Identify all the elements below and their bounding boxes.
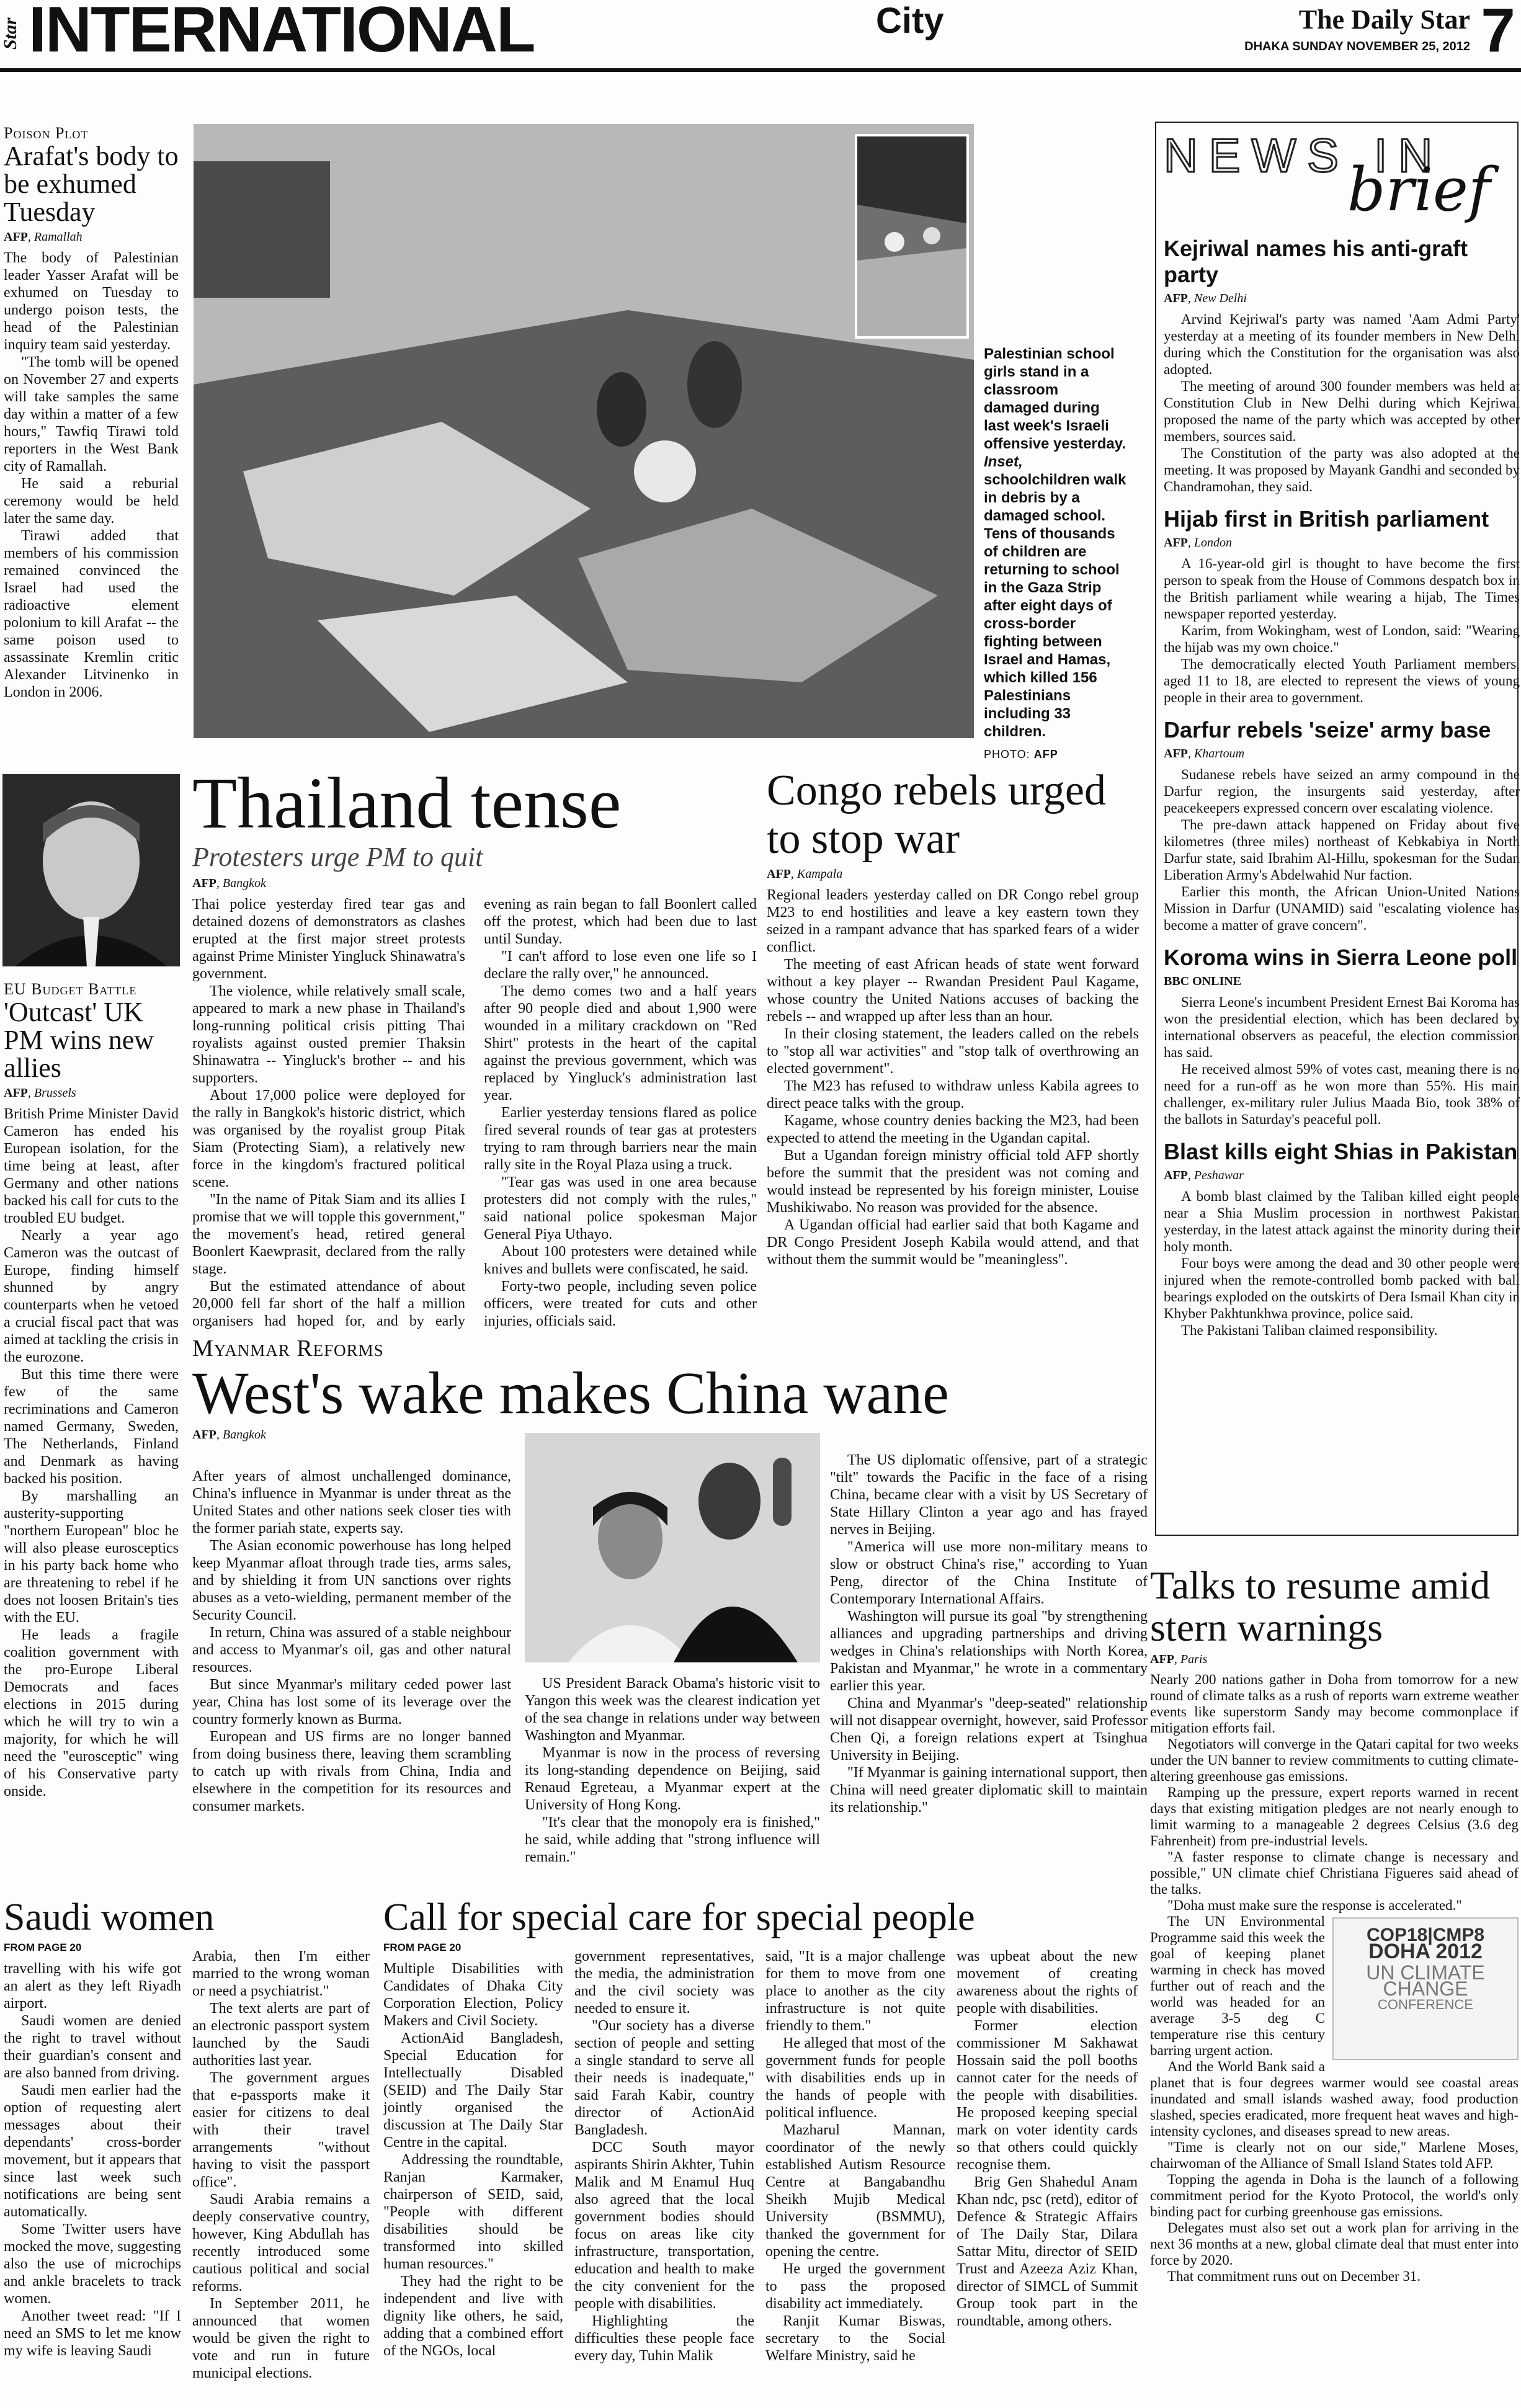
paragraph: And the World Bank said a planet that is four degrees warmer would see coastal areas inundated and small islands washed away, food production slashed, species eradicated, more frequent heat waves and high-intensity cyclones, and diseases spread to new areas.: [1150, 2059, 1519, 2139]
thailand-article: [192, 762, 757, 1352]
myanmar-column-3: [830, 1451, 1148, 1816]
article-dateline: AFP, Brussels: [4, 1086, 76, 1100]
paragraph: DCC South mayor aspirants Shirin Akhter, Tuhin Malik and M Enamul Huq also agreed that the local government bodies should focus on areas like city infrastructure, transportation, education and health to make the city convenient for the people with disabilities.: [574, 2139, 754, 2312]
paragraph: Sierra Leone's incumbent President Ernest Bai Koroma has won the presidential election, which has been declared by international observers as peaceful, the election commission has said.: [1164, 994, 1520, 1060]
article-kicker: Myanmar Reforms: [192, 1336, 384, 1362]
paragraph: Earlier yesterday tensions flared as police fired several rounds of tear gas at protesters trying to ram through barriers near the main rally site in the Royal Plaza using a truck.: [484, 1105, 757, 1173]
paragraph: Tirawi added that members of his commission remained convinced the Israel had used the radioactive element polonium to kill Arafat -- the same poison used to assassinate Kremlin critic Alexander Litvinenko in London in 2006.: [4, 527, 179, 700]
paragraph: government representatives, the media, the administration and the civil society was needed to ensure it.: [574, 1948, 754, 2017]
paragraph: European and US firms are no longer banned from doing business there, leaving them scrambling to catch up with rivals from China, India and elsewhere in the competition for its resources and consumer markets.: [192, 1729, 511, 1814]
paragraph: The text alerts are part of an electronic passport system launched by the Saudi authorities last year.: [192, 2000, 370, 2069]
paragraph: A bomb blast claimed by the Taliban killed eight people near a Shia Muslim procession in northwest Pakistan yesterday, in the latest attack against the minority during their holy month.: [1164, 1188, 1520, 1254]
paragraph: The body of Palestinian leader Yasser Arafat will be exhumed on Tuesday to undergo poison tests, the head of the Palestinian inquiry team said yesterday.: [4, 249, 179, 353]
article-body: [4, 1105, 179, 1800]
brief-headline: Blast kills eight Shias in Pakistan: [1164, 1139, 1518, 1164]
brief-headline: Hijab first in British parliament: [1164, 506, 1489, 532]
city-label: City: [876, 1, 944, 41]
paragraph: The Pakistani Taliban claimed responsibility.: [1181, 1322, 1438, 1338]
paragraph: He urged the government to pass the proposed disability act immediately.: [765, 2261, 945, 2312]
page-number: 7: [1481, 0, 1515, 65]
paragraph: Nearly 200 nations gather in Doha from tomorrow for a new round of climate talks as a rush of reports warn extreme weather events like superstorm Sandy may become commonplace if mitigation efforts fail.: [1150, 1672, 1519, 1736]
paragraph: Arabia, then I'm either married to the wrong woman or need a psychiatrist.": [192, 1948, 370, 1999]
paragraph: Kagame, whose country denies backing the M23, had been expected to attend the meeting in the Ugandan capital.: [767, 1113, 1139, 1146]
talks-article: [1150, 1564, 1519, 2285]
paragraph: The UN Environmental Programme said this week the goal of keeping planet warming in check has moved further out of reach and the world was headed for an average 3-5 deg C temperature rise this century barring urgent action.: [1150, 1914, 1325, 2058]
paragraph: Sudanese rebels have seized an army compound in the Darfur region, the insurgents said yesterday, after peacekeepers expressed concern over escalating violence.: [1164, 767, 1520, 816]
special-care-column-2: [574, 1948, 754, 2365]
paragraph: But a Ugandan foreign ministry official told AFP shortly before the summit that the president was not coming and would instead be represented by his foreign minister, Louise Mushikiwabo. No reason was provided for the absence.: [767, 1148, 1139, 1216]
brief-item: [1164, 236, 1520, 495]
paragraph: Saudi Arabia remains a deeply conservative country, however, King Abdullah has recently introduced some cautious political and social reforms.: [192, 2192, 370, 2294]
logo-line: UN CLIMATE: [1366, 1961, 1485, 1984]
article-kicker: Poison Plot: [4, 124, 89, 142]
brief-item: [1164, 506, 1520, 706]
paragraph: Negotiators will converge in the Qatari capital for two weeks under the UN banner to review commitments to cutting climate-altering greenhouse gas emissions.: [1150, 1736, 1519, 1784]
paragraph: Highlighting the difficulties these people face every day, Tuhin Malik: [574, 2313, 754, 2364]
paragraph: The demo comes two and a half years after 90 people died and about 1,900 were wounded in a military crackdown on "Red Shirt" protests in the heart of the capital against the previous government, which was replaced by Yingluck's administration last year.: [484, 983, 757, 1104]
brief-banner-script: brief: [1347, 155, 1491, 225]
paragraph: "It's clear that the monopoly era is finished," he said, while adding that "strong influence will remain.": [525, 1814, 820, 1865]
brief-item: [1164, 717, 1520, 934]
paragraph: British Prime Minister David Cameron has ended his European isolation, for the time being at least, after Germany and other nations backed his call for cuts to the troubled EU budget.: [4, 1105, 179, 1226]
cop18-logo: [1332, 1917, 1519, 2060]
arafat-article: [4, 124, 179, 701]
paragraph: Mazharul Mannan, coordinator of the newly established Autism Resource Centre at Bangabandhu Sheikh Mujib Medical University (BSMMU), thanked the government for opening the centre.: [765, 2122, 945, 2260]
paragraph: The violence, while relatively small scale, appeared to mark a new phase in Thailand's long-running political crisis pitting Thai royalists against ousted premier Thaksin Shinawatra -- Yingluck's brother -- and his supporters.: [192, 983, 465, 1086]
brief-dateline: BBC ONLINE: [1164, 974, 1242, 988]
paragraph: "If Myanmar is gaining international support, then China will need greater diplomatic skill to maintain its relationship.": [830, 1765, 1148, 1816]
paragraph: "Our society has a diverse section of people and setting a single standard to serve all their needs is inadequate," said Farah Kabir, country director of ActionAid Bangladesh.: [574, 2018, 754, 2138]
cameron-photo: [2, 774, 180, 966]
section-title: INTERNATIONAL: [29, 0, 535, 66]
paragraph: Regional leaders yesterday called on DR Congo rebel group M23 to end hostilities and leave a key eastern town they seized in a rampant advance that has sparked fears of a wider conflict.: [767, 887, 1139, 955]
paragraph: Arvind Kejriwal's party was named 'Aam Admi Party' yesterday at a meeting of its founder members in New Delhi during which the Constitution for the organisation was also adopted.: [1164, 311, 1520, 377]
paragraph: Another tweet read: "If I need an SMS to let me know my wife is leaving Saudi: [4, 2308, 181, 2359]
paragraph: "The tomb will be opened on November 27 and experts will take samples the same day within a matter of a few hours," Tawfiq Tirawi told reporters in the West Bank city of Ramallah.: [4, 354, 179, 475]
myanmar-column-1: [192, 1468, 511, 1815]
paragraph: "Doha must make sure the response is accelerated.": [1167, 1897, 1462, 1913]
brief-banner: [1164, 132, 1520, 236]
saudi-column-2: [192, 1948, 370, 2382]
paragraph: "Tear gas was used in one area because protesters did not comply with the rules," said national police spokesman Major General Piya Uthayo.: [484, 1174, 757, 1242]
paper-name: The Daily Star: [1298, 4, 1470, 35]
paragraph: Four boys were among the dead and 30 other people were injured when the remote-controlled bomb packed with ball bearings exploded on the outskirts of Dera Ismail Khan city in Khyber Pakhtunkhwa province, police said.: [1164, 1255, 1520, 1321]
paragraph: was upbeat about the new movement of creating awareness about the rights of people with disabilities.: [957, 1948, 1138, 2017]
paragraph: That commitment runs out on December 31.: [1167, 2268, 1421, 2284]
article-headline: Talks to resume amid stern warnings: [1150, 1563, 1491, 1649]
paragraph: The US diplomatic offensive, part of a strategic "tilt" towards the Pacific in the face of a rising China, became clear with a visit by US Secretary of State Hillary Clinton a year ago and has frayed nerves in Beijing.: [830, 1452, 1148, 1538]
paragraph: "America will use more non-military means to slow or obstruct China's rise," according to Yuan Peng, director of the China Institute of Contemporary International Affairs.: [830, 1539, 1148, 1607]
from-page: FROM PAGE 20: [383, 1942, 462, 1953]
saudi-column-1: [4, 1960, 181, 2360]
article-subhead: Protesters urge PM to quit: [192, 842, 483, 872]
article-headline: Saudi women: [4, 1896, 215, 1938]
article-dateline: AFP, Ramallah: [4, 230, 83, 244]
brief-headline: Kejriwal names his anti-graft party: [1164, 236, 1468, 287]
brief-item: [1164, 945, 1520, 1128]
paragraph: Delegates must also set out a work plan for arriving in the next 36 months at a new, global climate deal that must enter into force by 2020.: [1150, 2220, 1519, 2268]
dateline: DHAKA SUNDAY NOVEMBER 25, 2012: [1244, 40, 1470, 53]
paragraph: The government argues that e-passports make it easier for citizens to deal with their travel arrangements "without having to visit the passport office".: [192, 2070, 370, 2190]
paragraph: He received almost 59% of votes cast, meaning there is no need for a run-off as he won more than 55%. His main challenger, ex-military ruler Julius Maada Bio, took 38% of the ballots in Saturday's peaceful poll.: [1164, 1061, 1520, 1127]
paragraph: About 17,000 police were deployed for the rally in Bangkok's historic district, which was organised by the royalist group Pitak Siam (Protecting Siam), a relatively new force in the kingdom's fractured political scene.: [192, 1087, 465, 1190]
paragraph: Nearly a year ago Cameron was the outcast of Europe, finding himself shunned by angry counterparts when he vetoed a crucial fiscal pact that was aimed at tackling the crisis in the eurozone.: [4, 1227, 179, 1365]
paragraph: The Constitution of the party was also adopted at the meeting. It was proposed by Mayank Gandhi and seconded by Chandramohan, they said.: [1164, 445, 1520, 494]
from-page: FROM PAGE 20: [4, 1942, 82, 1953]
paragraph: A Ugandan official had earlier said that both Kagame and DR Congo President Joseph Kabila would attend, and that without them the summit would be "meaningless".: [767, 1217, 1139, 1268]
paragraph: He leads a fragile coalition government with the pro-Europe Liberal Democrats and faces elections in 2015 during which he will try to win a majority, for which he will need the "eurosceptic" wing of his Conservative party onside.: [4, 1626, 179, 1799]
paragraph: The meeting of around 300 founder members was held at Constitution Club in New Delhi during which Kejriwal proposed the name of the party which was accepted by other members, sources said.: [1164, 378, 1520, 444]
paragraph: The M23 has refused to withdraw unless Kabila agrees to direct peace talks with the group.: [767, 1078, 1139, 1112]
myanmar-column-2: [525, 1675, 820, 1866]
page-header: [0, 0, 1521, 68]
article-dateline: AFP, Paris: [1150, 1652, 1208, 1666]
logo-line: CONFERENCE: [1377, 1997, 1473, 2012]
article-headline: Thailand tense: [192, 762, 622, 844]
paragraph: Ramping up the pressure, expert reports warned in recent days that existing mitigation pledges are not nearly enough to limit warming to a manageable 2 degrees Celsius (3.6 deg Fahrenheit) from pre-industrial levels.: [1150, 1785, 1519, 1848]
paragraph: Saudi men earlier had the option of requesting alert messages about their dependants' cross-border movement, but it appears that since last week such notifications are being sent automatically.: [4, 2082, 181, 2220]
article-body: [767, 886, 1139, 1269]
paragraph: In their closing statement, the leaders called on the rebels to "stop all war activities" and "stop talk of overthrowing an elected government".: [767, 1026, 1139, 1077]
brief-item: [1164, 1139, 1520, 1339]
paragraph: Earlier this month, the African Union-United Nations Mission in Darfur (UNAMID) said "escalating violence has become a matter of grave concern".: [1164, 884, 1520, 933]
cameron-article: [4, 980, 179, 1800]
paragraph: Saudi women are denied the right to travel without their guardian's consent and are also banned from driving.: [4, 2013, 181, 2081]
paragraph: said, "It is a major challenge for them to move from one place to another as the city infrastructure is not quite friendly to them.": [765, 1948, 945, 2034]
paragraph: Ranjit Kumar Biswas, secretary to the Social Welfare Ministry, said he: [765, 2313, 945, 2364]
paragraph: After years of almost unchallenged dominance, China's influence in Myanmar is under threat as the United States and other nations seek closer ties with the former pariah state, experts say.: [192, 1468, 511, 1536]
logo-line: CHANGE: [1383, 1978, 1468, 2000]
article-headline: 'Outcast' UK PM wins new allies: [4, 997, 154, 1083]
brief-dateline: AFP, Khartoum: [1164, 747, 1245, 760]
debris-inset-illustration: [857, 136, 966, 336]
article-headline: Arafat's body to be exhumed Tuesday: [4, 141, 179, 227]
logo-line: DOHA 2012: [1368, 1940, 1483, 1963]
paragraph: ActionAid Bangladesh, Special Education for Intellectually Disabled (SEID) and The Daily Star jointly organised the discussion at The Daily Star Centre in the capital.: [383, 2030, 563, 2151]
special-care-column-3: [765, 1948, 945, 2365]
paragraph: The pre-dawn attack happened on Friday about five kilometres (three miles) northeast of Kebkabiya in North Darfur state, said Ibrahim Al-Hillu, spokesman for the Sudan Liberation Army's Abdelwahid Nur faction.: [1164, 817, 1520, 883]
paragraph: Topping the agenda in Doha is the launch of a following commitment period for the Kyoto Protocol, the world's only binding pact for curbing greenhouse gas emissions.: [1150, 2172, 1519, 2219]
news-in-brief-column: [1164, 132, 1520, 1533]
paragraph: Some Twitter users have mocked the move, suggesting also the use of microchips and ankle bracelets to track women.: [4, 2221, 181, 2307]
brief-dateline: AFP, Peshawar: [1164, 1169, 1244, 1182]
paragraph: About 100 protesters were detained while knives and bullets were confiscated, he said.: [484, 1244, 757, 1277]
article-dateline: AFP, Bangkok: [192, 1428, 266, 1442]
paragraph: The democratically elected Youth Parliament members, aged 11 to 18, are elected to represent the views of young people in their area to government.: [1164, 656, 1520, 705]
article-body: [4, 249, 179, 701]
brief-dateline: AFP, London: [1164, 536, 1233, 550]
article-headline: Congo rebels urged to stop war: [767, 767, 1106, 863]
paragraph: But the estimated attendance of about 20,000 fell far short of the half a million organisers had hoped for, and by early evening as rain began to fall Boonlert called off the protest, which had been due to last until Sunday.: [192, 896, 757, 1329]
header-rule: [0, 68, 1521, 72]
brief-dateline: AFP, New Delhi: [1164, 292, 1247, 305]
paragraph: China and Myanmar's "deep-seated" relationship will not disappear overnight, however, said Professor Chen Qi, a foreign relations expert at Tsinghua University in Beijing.: [830, 1695, 1148, 1764]
paragraph: "I can't afford to lose even one life so I declare the rally over," he announced.: [484, 948, 757, 982]
paragraph: A 16-year-old girl is thought to have become the first person to speak from the House of Commons despatch box in the British parliament while wearing a hijab, The Times newspaper reported yesterday.: [1164, 556, 1520, 622]
paragraph: Myanmar is now in the process of reversing its long-standing dependence on Beijing, said Renaud Egreteau, a Myanmar expert at the University of Hong Kong.: [525, 1745, 820, 1813]
paragraph: He said a reburial ceremony would be held later the same day.: [4, 475, 179, 527]
star-logo: Star: [0, 17, 20, 50]
paragraph: The meeting of east African heads of state went forward without a key player -- Rwandan President Paul Kagame, whose country the United Nations accuses of backing the rebels -- and wrapped up after less than an hour.: [767, 957, 1139, 1025]
paragraph: US President Barack Obama's historic visit to Yangon this week was the clearest indication yet of the sea change in relations under way between Washington and Myanmar.: [525, 1675, 820, 1744]
special-care-column-1: [383, 1960, 563, 2360]
special-care-article: [383, 1896, 1146, 1954]
paragraph: travelling with his wife got an alert as they left Riyadh airport.: [4, 1961, 181, 2012]
saudi-article: [4, 1896, 372, 1954]
paragraph: But this time there were few of the same recriminations and Cameron named Germany, Sweden, The Netherlands, Finland and Denmark as having backed his position.: [4, 1366, 179, 1487]
logo-line: COP18|CMP8: [1366, 1925, 1485, 1945]
paragraph: Karim, from Wokingham, west of London, said: "Wearing the hijab was my own choice.": [1164, 623, 1520, 655]
paragraph: They had the right to be independent and live with dignity like others, he said, adding that a combined effort of the NGOs, local: [383, 2273, 563, 2359]
cameron-portrait-illustration: [2, 774, 180, 966]
obama-suu-kyi-illustration: [525, 1433, 820, 1662]
paragraph: Multiple Disabilities with Candidates of Dhaka City Corporation Election, Policy Makers and Civil Society.: [383, 1961, 563, 2029]
paragraph: Addressing the roundtable, Ranjan Karmaker, chairperson of SEID, said, "People with different disabilities should be transformed into skilled human resources.": [383, 2152, 563, 2272]
article-dateline: AFP, Bangkok: [192, 876, 266, 890]
paragraph: "In the name of Pitak Siam and its allies I promise that we will topple this government," the movement's head, retired general Boonlert Kaewprasit, declared from the rally stage.: [192, 1192, 465, 1277]
paragraph: Washington will pursue its goal "by strengthening alliances and upgrading partnerships and driving wedges in China's relationships with North Korea, Pakistan and Myanmar," he wrote in a commentary earlier this year.: [830, 1608, 1148, 1694]
article-kicker: EU Budget Battle: [4, 980, 137, 998]
brief-headline: Koroma wins in Sierra Leone poll: [1164, 945, 1518, 970]
article-dateline: AFP, Kampala: [767, 867, 843, 881]
myanmar-article: [192, 1335, 1148, 1447]
paragraph: "A faster response to climate change is necessary and possible," UN climate chief Christiana Figueres said ahead of the talks.: [1150, 1849, 1519, 1897]
article-body: [1150, 1672, 1519, 2285]
article-body: [192, 896, 757, 1352]
paragraph: But since Myanmar's military ceded power last year, China has lost some of its leverage over the country formerly known as Burma.: [192, 1677, 511, 1728]
gaza-caption: [984, 345, 1128, 761]
paragraph: Thai police yesterday fired tear gas and detained dozens of demonstrators as clashes erupted at the first major street protests against Prime Minister Yingluck Shinawatra's government.: [192, 896, 465, 982]
obama-suu-kyi-photo: [525, 1433, 820, 1662]
paragraph: Former election commissioner M Sakhawat Hossain said the poll booths cannot cater for the needs of the people with disabilities. He proposed keeping special mark on voter identity cards so that others could quickly recognise them.: [957, 2018, 1138, 2173]
paragraph: In September 2011, he announced that women would be given the right to vote and run in future municipal elections.: [192, 2296, 370, 2381]
paragraph: He alleged that most of the government funds for people with disabilities ends up in the hands of people with political influence.: [765, 2035, 945, 2121]
brief-headline: Darfur rebels 'seize' army base: [1164, 717, 1491, 742]
article-headline: West's wake makes China wane: [192, 1360, 949, 1426]
photo-credit: PHOTO: AFP: [984, 748, 1058, 760]
paragraph: "Time is clearly not on our side," Marlene Moses, chairwoman of the Alliance of Small Island States told AFP.: [1150, 2139, 1519, 2171]
congo-article: [767, 767, 1139, 1269]
brief-banner-top: NEWS IN: [1164, 130, 1444, 182]
caption-text: Palestinian school girls stand in a classroom damaged during last week's Israeli offensive yesterday. Inset, schoolchildren walk in debris by a damaged school. Tens of thousands of children are returning to school in the Gaza Strip after eight days of cross-border fighting between Israel and Hamas, which killed 156 Palestinians including 33 children.: [984, 346, 1126, 740]
paragraph: In return, China was assured of a stable neighbour and access to Myanmar's oil, gas and other natural resources.: [192, 1625, 511, 1675]
paragraph: Forty-two people, including seven police officers, were treated for cuts and other injuries, officials said.: [484, 1278, 757, 1329]
paragraph: The Asian economic powerhouse has long helped keep Myanmar afloat through trade ties, arms sales, and by shielding it from UN sanctions over rights abuses as a veto-wielding, permanent member of the Security Council.: [192, 1538, 511, 1623]
gaza-inset-photo: [855, 134, 969, 339]
paragraph: By marshalling an austerity-supporting "northern European" bloc he will also please eurosceptics in his party back home who are threatening to rebel if he does not loosen Britain's ties with the EU.: [4, 1487, 179, 1626]
special-care-column-4: [957, 1948, 1138, 2330]
article-headline: Call for special care for special people: [383, 1896, 975, 1938]
paragraph: Brig Gen Shahedul Anam Khan ndc, psc (retd), editor of Defence & Strategic Affairs of The Daily Star, Dilara Sattar Mitu, director of SEID Trust and Azeeza Aziz Khan, director of SIMCL of Summit Group took part in the roundtable, among others.: [957, 2174, 1138, 2329]
